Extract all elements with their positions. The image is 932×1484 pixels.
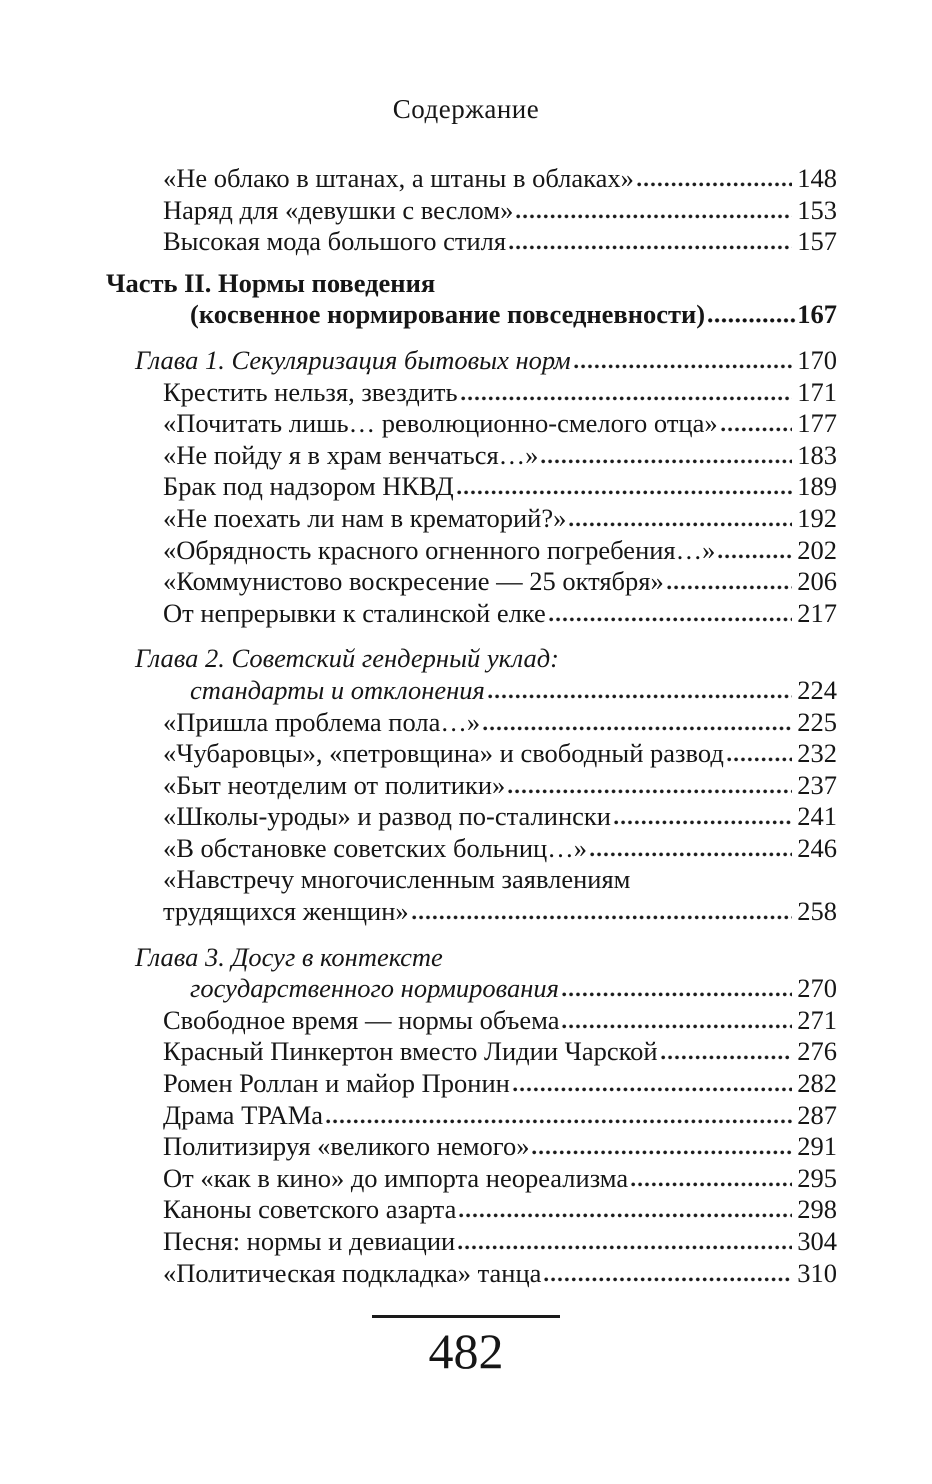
toc-entry-text: Глава 3. Досуг в контексте xyxy=(135,941,443,972)
toc-entry-text: Драма ТРАМа xyxy=(163,1099,324,1130)
toc-entry-text: «Пришла проблема пола…» xyxy=(163,706,481,737)
toc-entry xyxy=(106,1258,837,1290)
toc-entry-text: государственного нормирования xyxy=(190,973,559,1004)
toc-page-number: 271 xyxy=(797,1004,837,1035)
toc-page-number: 189 xyxy=(797,471,837,502)
dot-leader xyxy=(516,214,792,219)
toc-entry-text: Высокая мода большого стиля xyxy=(163,226,507,257)
toc-entry-text: Песня: нормы и девиации xyxy=(163,1226,456,1256)
dot-leader xyxy=(549,617,792,622)
toc-entry-text: «Не поехать ли нам в крематорий?» xyxy=(163,502,567,533)
toc-entry-text: «Навстречу многочисленным заявлениям xyxy=(163,864,631,895)
toc-entry-text: «Почитать лишь… революционно-смелого отца» xyxy=(163,408,718,439)
toc-entry-text: От непрерывки к сталинской елке xyxy=(163,597,546,628)
footer-rule xyxy=(372,1315,560,1318)
toc-page-number: 304 xyxy=(797,1226,837,1256)
toc-entry xyxy=(106,1068,837,1100)
toc-page-number: 232 xyxy=(797,738,837,769)
dot-leader xyxy=(574,364,793,369)
toc-page-number: 276 xyxy=(797,1036,837,1067)
page-number: 482 xyxy=(428,1323,504,1380)
toc-page-number: 171 xyxy=(797,376,837,407)
toc-part-heading xyxy=(106,268,837,300)
toc-entry-text: «Не пойду я в храм венчаться…» xyxy=(163,439,539,470)
toc-page-number: 192 xyxy=(797,502,837,533)
dot-leader xyxy=(708,318,796,323)
toc-entry xyxy=(106,1036,837,1068)
dot-leader xyxy=(541,459,792,464)
dot-leader xyxy=(532,1150,792,1155)
dot-leader xyxy=(461,396,793,401)
dot-leader xyxy=(458,1245,792,1250)
toc-page-number: 177 xyxy=(797,408,837,439)
toc-entry xyxy=(106,471,837,503)
dot-leader xyxy=(488,694,792,699)
dot-leader xyxy=(457,490,792,495)
toc-entry xyxy=(106,163,837,195)
toc-chapter-heading xyxy=(106,675,837,707)
toc-entry xyxy=(106,1163,837,1195)
dot-leader xyxy=(590,852,792,857)
dot-leader xyxy=(544,1277,792,1282)
toc-entry xyxy=(106,1005,837,1037)
dot-leader xyxy=(631,1182,792,1187)
toc-entry xyxy=(106,195,837,227)
toc-page-number: 237 xyxy=(797,769,837,800)
toc-entry xyxy=(106,408,837,440)
toc-page-number: 282 xyxy=(797,1068,837,1099)
toc-entry-text: От «как в кино» до импорта неореализма xyxy=(163,1162,629,1193)
toc-entry xyxy=(106,440,837,472)
toc-page-number: 157 xyxy=(797,226,837,257)
toc-entry-text: «Обрядность красного огненного погребения…» xyxy=(163,534,716,565)
dot-leader xyxy=(727,757,792,762)
dot-leader xyxy=(509,245,792,250)
toc-entry xyxy=(106,226,837,258)
toc-entry xyxy=(106,377,837,409)
toc-entry-text: Каноны советского азарта xyxy=(163,1194,457,1225)
toc-chapter-heading xyxy=(106,942,837,974)
dot-leader xyxy=(412,915,793,920)
dot-leader xyxy=(483,726,792,731)
toc-entry-text: Свободное время — нормы объема xyxy=(163,1004,560,1035)
toc-entry-text: «Школы-уроды» и развод по-сталински xyxy=(163,801,611,832)
dot-leader xyxy=(661,1055,793,1060)
toc-entry-text: Часть II. Нормы поведения xyxy=(106,267,436,298)
dot-leader xyxy=(562,992,792,997)
toc-entry-text: «Коммунистово воскресение — 25 октября» xyxy=(163,566,664,597)
toc-entry xyxy=(106,770,837,802)
toc-page-number: 224 xyxy=(797,674,837,705)
toc-entry xyxy=(106,896,837,928)
toc-entry-text: «Политическая подкладка» танца xyxy=(163,1257,542,1288)
dot-leader xyxy=(721,427,793,432)
toc-entry xyxy=(106,1226,837,1258)
toc-page-number: 167 xyxy=(797,299,837,330)
dot-leader xyxy=(637,182,792,187)
toc-entry-text: Крестить нельзя, звездить xyxy=(163,376,458,407)
toc-entry xyxy=(106,503,837,535)
toc-entry xyxy=(106,566,837,598)
toc-entry-text: Наряд для «девушки с веслом» xyxy=(163,194,514,225)
dot-leader xyxy=(562,1024,792,1029)
toc-entry xyxy=(106,801,837,833)
toc-entry xyxy=(106,1131,837,1163)
toc-entry-text: Глава 1. Секуляризация бытовых норм xyxy=(135,344,571,375)
toc-entry xyxy=(106,833,837,865)
toc-page-number: 202 xyxy=(797,534,837,565)
dot-leader xyxy=(718,554,792,559)
table-of-contents xyxy=(106,163,837,1289)
page-footer xyxy=(0,1315,932,1380)
toc-page-number: 310 xyxy=(797,1257,837,1288)
toc-page-number: 246 xyxy=(797,832,837,863)
toc-chapter-heading xyxy=(106,643,837,675)
toc-entry-text: Красный Пинкертон вместо Лидии Чарской xyxy=(163,1036,658,1067)
dot-leader xyxy=(326,1119,792,1124)
toc-page-number: 241 xyxy=(797,801,837,832)
toc-part-heading xyxy=(106,299,837,331)
toc-entry xyxy=(106,738,837,770)
toc-page-number: 291 xyxy=(797,1131,837,1162)
toc-page-number: 206 xyxy=(797,566,837,597)
toc-chapter-heading xyxy=(106,345,837,377)
toc-entry-text: «Чубаровцы», «петровщина» и свободный развод xyxy=(163,738,724,769)
toc-page-number: 183 xyxy=(797,439,837,470)
toc-entry-text: Глава 2. Советский гендерный уклад: xyxy=(135,643,559,674)
toc-page-number: 295 xyxy=(797,1162,837,1193)
toc-entry xyxy=(106,1100,837,1132)
toc-chapter-heading xyxy=(106,973,837,1005)
dot-leader xyxy=(508,789,792,794)
toc-entry-text: стандарты и отклонения xyxy=(190,674,485,705)
toc-entry-text: Ромен Роллан и майор Пронин xyxy=(163,1068,510,1099)
toc-page-number: 225 xyxy=(797,706,837,737)
toc-entry-text: трудящихся женщин» xyxy=(163,896,409,927)
toc-entry xyxy=(106,535,837,567)
toc-entry-text: «В обстановке советских больниц…» xyxy=(163,832,587,863)
toc-page-number: 217 xyxy=(797,597,837,628)
contents-title: Содержание xyxy=(392,94,540,124)
toc-entry xyxy=(106,1194,837,1226)
toc-entry-text: «Быт неотделим от политики» xyxy=(163,769,506,800)
toc-page-number: 287 xyxy=(797,1099,837,1130)
toc-page-number: 148 xyxy=(797,163,837,193)
toc-entry xyxy=(106,707,837,739)
toc-page-number: 270 xyxy=(797,973,837,1004)
toc-entry xyxy=(106,864,837,896)
toc-entry-text: Политизируя «великого немого» xyxy=(163,1131,530,1162)
toc-entry xyxy=(106,598,837,630)
toc-page-number: 258 xyxy=(797,896,837,927)
dot-leader xyxy=(614,820,792,825)
dot-leader xyxy=(513,1087,792,1092)
toc-page-number: 298 xyxy=(797,1194,837,1225)
toc-entry-text: «Не облако в штанах, а штаны в облаках» xyxy=(163,163,634,193)
dot-leader xyxy=(667,585,793,590)
dot-leader xyxy=(459,1213,792,1218)
dot-leader xyxy=(569,522,792,527)
toc-page-number: 153 xyxy=(797,194,837,225)
toc-entry-text: (косвенное нормирование повседневности) xyxy=(190,299,706,330)
toc-page-number: 170 xyxy=(797,344,837,375)
toc-entry-text: Брак под надзором НКВД xyxy=(163,471,454,502)
